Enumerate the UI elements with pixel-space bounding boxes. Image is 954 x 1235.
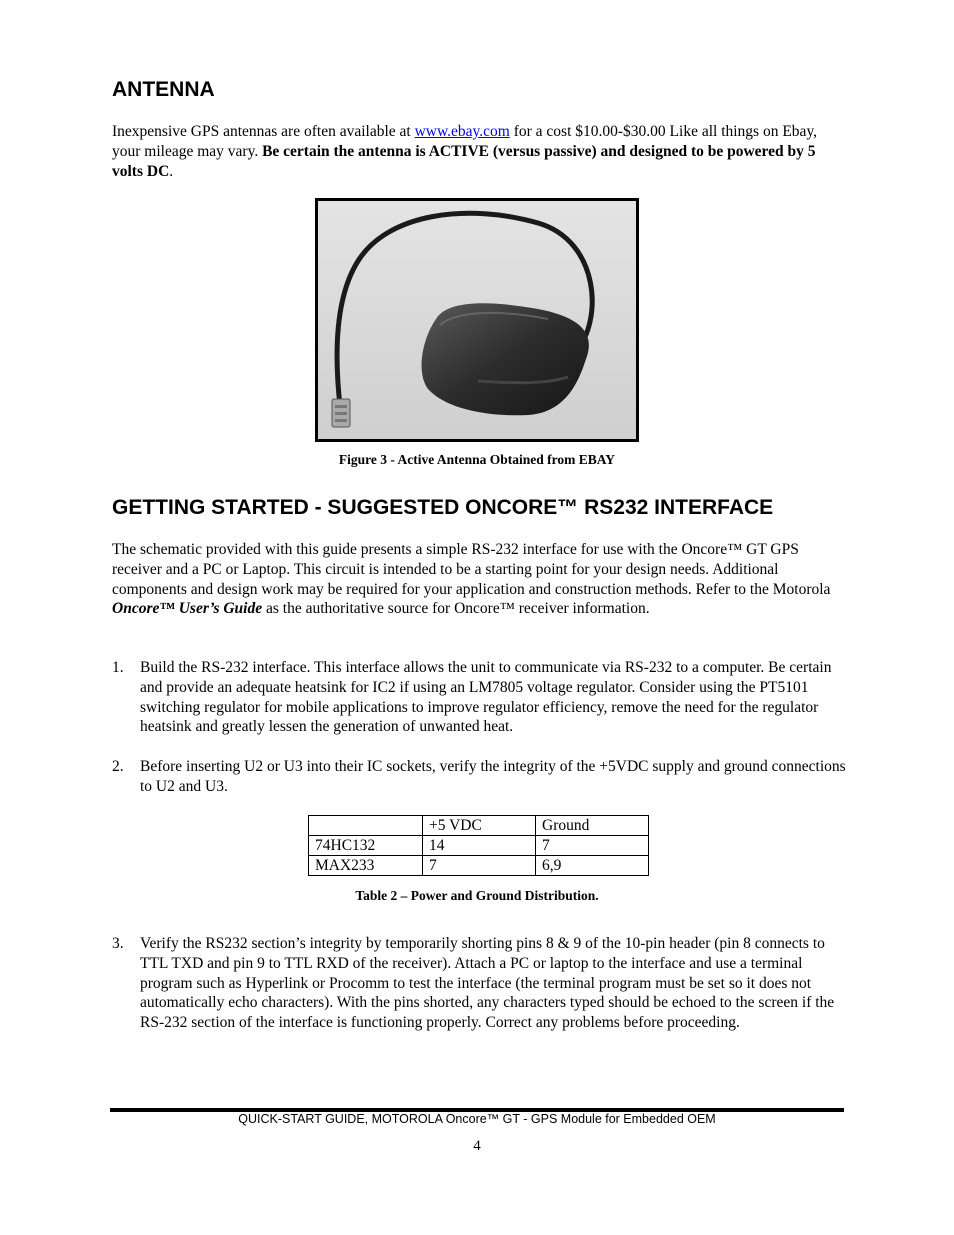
antenna-warning-bold: Be certain the antenna is ACTIVE (versus passive) and designed to be powered by 5 volts DC [112,142,816,180]
table-row [309,836,649,856]
table-caption: Table 2 – Power and Ground Distribution. [355,888,599,903]
table-cell: 7 [423,856,536,876]
table-cell: 7 [536,836,649,856]
power-ground-table [308,815,649,876]
table-cell: 74HC132 [309,836,423,856]
getting-started-heading: GETTING STARTED - SUGGESTED ONCORE™ RS232 INTERFACE [112,496,774,519]
antenna-illustration [318,201,636,439]
antenna-paragraph [112,122,847,181]
users-guide-bold: ™ User’s Guide [159,600,263,618]
connector-thread [335,405,347,408]
table-row [309,856,649,876]
list-item [112,658,847,737]
table-header-cell [309,816,423,836]
oncore-bold: Oncore [112,600,160,618]
intro-text-start: The schematic provided with this guide presents a simple RS-232 interface for use with the Oncore™ GT GPS receiver and a PC or Laptop. This circuit is intended to be a starting point for your design needs. Additional components and design work may be required for your application and construction methods. Refer to the Motorola [112,541,831,598]
antenna-heading: ANTENNA [112,78,215,101]
list-item [112,934,847,1033]
page-number: 4 [473,1138,481,1154]
list-item [112,757,847,797]
antenna-text-end: . [169,162,174,180]
list-text: Verify the RS232 section’s integrity by temporarily shorting pins 8 & 9 of the 10-pin header (pin 8 connects to TTL TXD and pin 9 to TTL RXD of the receiver). Attach a PC or laptop to the interface and use a terminal program such as Hyperlink or Procomm to test the interface (the terminal program must be set so it does not automatically echo characters). With the pins shorted, any characters typed should be echoed to the screen if the RS-232 section of the interface is functioning properly. Correct any problems before proceeding. [140,935,835,1032]
list-number: 1. [112,659,124,676]
connector-thread [335,419,347,422]
table-header-row [309,816,649,836]
list-number: 2. [112,758,124,775]
antenna-photo [315,198,639,442]
table-cell: 6,9 [536,856,649,876]
list-number: 3. [112,935,124,952]
table-cell: MAX233 [309,856,423,876]
list-text: Build the RS-232 interface. This interface allows the unit to communicate via RS-232 to a computer. Be certain and provide an adequate heatsink for IC2 if using an LM7805 voltage regulator. Consider using the PT5101 switching regulator for mobile applications to improve regulator efficiency, remove the need for the regulator heatsink and greatly lessen the generation of unwanted heat. [140,659,832,736]
intro-text-end: as the authoritative source for Oncore™ receiver information. [262,600,650,618]
connector-thread [335,412,347,415]
list-text: Before inserting U2 or U3 into their IC sockets, verify the integrity of the +5VDC supply and ground connections to U2 and U3. [140,758,846,795]
getting-started-intro [112,540,847,619]
figure-caption: Figure 3 - Active Antenna Obtained from EBAY [338,452,616,467]
footer-text: QUICK-START GUIDE, MOTOROLA Oncore™ GT - GPS Module for Embedded OEM [238,1112,716,1126]
table-header-cell: Ground [536,816,649,836]
antenna-text-start: Inexpensive GPS antennas are often available at [112,123,415,140]
antenna-text-middle: for a cost $10.00-$30.00 Like all things on Ebay, your mileage may vary. [112,123,818,160]
table-cell: 14 [423,836,536,856]
ebay-link[interactable]: www.ebay.com [414,123,510,140]
table-header-cell: +5 VDC [423,816,536,836]
